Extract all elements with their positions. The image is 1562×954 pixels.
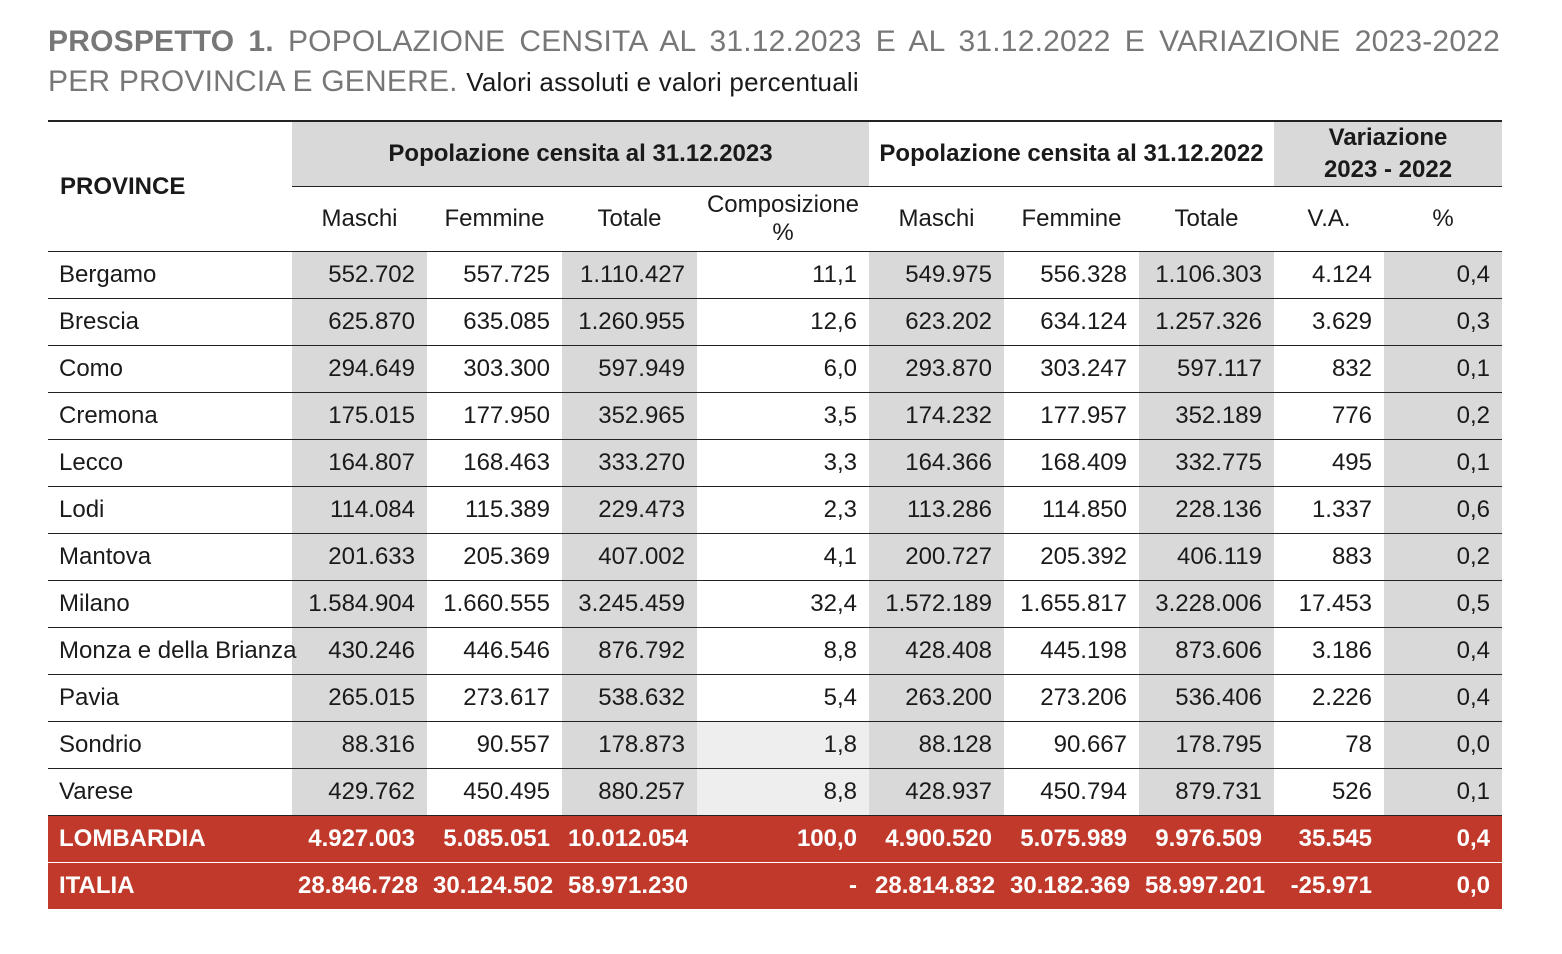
- cell-pct: 0,2: [1384, 393, 1502, 440]
- header-pct: %: [1384, 187, 1502, 252]
- cell-totale-2023: 1.110.427: [562, 252, 697, 299]
- header-group-2023: Popolazione censita al 31.12.2023: [292, 121, 869, 187]
- table-row: [48, 581, 1502, 628]
- cell-maschi-2022: 428.937: [869, 769, 1004, 816]
- cell-femmine-2022: 634.124: [1004, 299, 1139, 346]
- cell-composizione: 2,3: [697, 487, 869, 534]
- cell-composizione: 12,6: [697, 299, 869, 346]
- cell-pct: 0,4: [1384, 628, 1502, 675]
- cell-femmine-2023: 635.085: [427, 299, 562, 346]
- cell-composizione: 11,1: [697, 252, 869, 299]
- cell-femmine-2023: 446.546: [427, 628, 562, 675]
- cell-femmine-2022: 168.409: [1004, 440, 1139, 487]
- cell-maschi-2022: 428.408: [869, 628, 1004, 675]
- cell-totale-2022: 406.119: [1139, 534, 1274, 581]
- cell-composizione: 100,0: [697, 816, 869, 863]
- table-row: [48, 534, 1502, 581]
- table-row: [48, 769, 1502, 816]
- cell-femmine-2022: 556.328: [1004, 252, 1139, 299]
- cell-maschi-2023: 552.702: [292, 252, 427, 299]
- cell-va: 78: [1274, 722, 1384, 769]
- cell-maschi-2022: 28.814.832: [869, 863, 1004, 910]
- cell-femmine-2022: 90.667: [1004, 722, 1139, 769]
- cell-composizione: 32,4: [697, 581, 869, 628]
- cell-va: -25.971: [1274, 863, 1384, 910]
- cell-pct: 0,2: [1384, 534, 1502, 581]
- cell-province: Varese: [48, 769, 292, 816]
- cell-province: ITALIA: [48, 863, 292, 910]
- header-variation-line1: Variazione: [1328, 124, 1448, 151]
- cell-totale-2023: 407.002: [562, 534, 697, 581]
- cell-maschi-2023: 201.633: [292, 534, 427, 581]
- cell-province: Como: [48, 346, 292, 393]
- cell-province: Bergamo: [48, 252, 292, 299]
- cell-province: Brescia: [48, 299, 292, 346]
- cell-totale-2022: 9.976.509: [1139, 816, 1274, 863]
- cell-province: Lodi: [48, 487, 292, 534]
- table-row: [48, 675, 1502, 722]
- cell-va: 1.337: [1274, 487, 1384, 534]
- cell-femmine-2022: 450.794: [1004, 769, 1139, 816]
- cell-femmine-2022: 273.206: [1004, 675, 1139, 722]
- header-femmine-2023: Femmine: [427, 187, 562, 252]
- cell-va: 3.186: [1274, 628, 1384, 675]
- population-table: [48, 120, 1502, 910]
- cell-totale-2022: 1.106.303: [1139, 252, 1274, 299]
- cell-maschi-2023: 28.846.728: [292, 863, 427, 910]
- cell-femmine-2022: 1.655.817: [1004, 581, 1139, 628]
- cell-maschi-2023: 625.870: [292, 299, 427, 346]
- cell-femmine-2023: 303.300: [427, 346, 562, 393]
- cell-maschi-2022: 623.202: [869, 299, 1004, 346]
- cell-maschi-2022: 113.286: [869, 487, 1004, 534]
- cell-province: Mantova: [48, 534, 292, 581]
- cell-totale-2023: 333.270: [562, 440, 697, 487]
- cell-va: 3.629: [1274, 299, 1384, 346]
- cell-femmine-2023: 205.369: [427, 534, 562, 581]
- cell-va: 883: [1274, 534, 1384, 581]
- cell-maschi-2023: 429.762: [292, 769, 427, 816]
- cell-va: 17.453: [1274, 581, 1384, 628]
- cell-va: 35.545: [1274, 816, 1384, 863]
- cell-composizione: 6,0: [697, 346, 869, 393]
- header-group-2022: Popolazione censita al 31.12.2022: [869, 121, 1274, 187]
- header-femmine-2022: Femmine: [1004, 187, 1139, 252]
- cell-maschi-2023: 175.015: [292, 393, 427, 440]
- cell-maschi-2023: 294.649: [292, 346, 427, 393]
- cell-pct: 0,3: [1384, 299, 1502, 346]
- header-maschi-2022: Maschi: [869, 187, 1004, 252]
- header-va: V.A.: [1274, 187, 1384, 252]
- cell-pct: 0,1: [1384, 346, 1502, 393]
- table-body: [48, 252, 1502, 910]
- cell-province: Lecco: [48, 440, 292, 487]
- cell-va: 832: [1274, 346, 1384, 393]
- cell-totale-2022: 352.189: [1139, 393, 1274, 440]
- cell-femmine-2022: 5.075.989: [1004, 816, 1139, 863]
- cell-maschi-2022: 293.870: [869, 346, 1004, 393]
- cell-va: 2.226: [1274, 675, 1384, 722]
- cell-province: Sondrio: [48, 722, 292, 769]
- cell-maschi-2023: 164.807: [292, 440, 427, 487]
- cell-femmine-2022: 303.247: [1004, 346, 1139, 393]
- cell-totale-2022: 1.257.326: [1139, 299, 1274, 346]
- cell-femmine-2022: 177.957: [1004, 393, 1139, 440]
- table-row: [48, 628, 1502, 675]
- cell-province: Milano: [48, 581, 292, 628]
- cell-femmine-2022: 445.198: [1004, 628, 1139, 675]
- cell-maschi-2023: 114.084: [292, 487, 427, 534]
- cell-totale-2023: 880.257: [562, 769, 697, 816]
- cell-femmine-2023: 177.950: [427, 393, 562, 440]
- cell-totale-2023: 876.792: [562, 628, 697, 675]
- cell-pct: 0,4: [1384, 816, 1502, 863]
- table-row: [48, 346, 1502, 393]
- cell-totale-2022: 873.606: [1139, 628, 1274, 675]
- cell-maschi-2022: 174.232: [869, 393, 1004, 440]
- cell-maschi-2022: 200.727: [869, 534, 1004, 581]
- cell-maschi-2022: 88.128: [869, 722, 1004, 769]
- total-row-lombardia: [48, 816, 1502, 863]
- cell-maschi-2022: 263.200: [869, 675, 1004, 722]
- cell-composizione: 3,3: [697, 440, 869, 487]
- cell-femmine-2023: 30.124.502: [427, 863, 562, 910]
- cell-maschi-2022: 4.900.520: [869, 816, 1004, 863]
- header-maschi-2023: Maschi: [292, 187, 427, 252]
- cell-femmine-2022: 114.850: [1004, 487, 1139, 534]
- cell-pct: 0,4: [1384, 252, 1502, 299]
- caption-lead: PROSPETTO 1.: [48, 25, 274, 58]
- caption-main: POPOLAZIONE CENSITA AL 31.12.2023 E AL 31.12.2022 E VARIAZIONE 2023-2022 PER PROVINCIA E GENERE.: [48, 25, 1500, 98]
- caption-sub: Valori assoluti e valori percentuali: [466, 67, 859, 97]
- cell-pct: 0,1: [1384, 769, 1502, 816]
- header-totale-2022: Totale: [1139, 187, 1274, 252]
- cell-province: Cremona: [48, 393, 292, 440]
- cell-composizione: 8,8: [697, 628, 869, 675]
- cell-composizione: -: [697, 863, 869, 910]
- cell-femmine-2022: 205.392: [1004, 534, 1139, 581]
- cell-totale-2023: 1.260.955: [562, 299, 697, 346]
- cell-femmine-2023: 115.389: [427, 487, 562, 534]
- cell-femmine-2023: 450.495: [427, 769, 562, 816]
- table-row: [48, 487, 1502, 534]
- cell-composizione: 4,1: [697, 534, 869, 581]
- cell-totale-2022: 58.997.201: [1139, 863, 1274, 910]
- cell-totale-2022: 536.406: [1139, 675, 1274, 722]
- cell-pct: 0,5: [1384, 581, 1502, 628]
- cell-maschi-2022: 164.366: [869, 440, 1004, 487]
- cell-maschi-2023: 1.584.904: [292, 581, 427, 628]
- cell-totale-2023: 538.632: [562, 675, 697, 722]
- cell-composizione: 5,4: [697, 675, 869, 722]
- cell-composizione: 8,8: [697, 769, 869, 816]
- cell-va: 495: [1274, 440, 1384, 487]
- cell-maschi-2023: 265.015: [292, 675, 427, 722]
- cell-femmine-2023: 5.085.051: [427, 816, 562, 863]
- cell-maschi-2023: 88.316: [292, 722, 427, 769]
- cell-maschi-2022: 549.975: [869, 252, 1004, 299]
- cell-totale-2022: 332.775: [1139, 440, 1274, 487]
- cell-totale-2023: 229.473: [562, 487, 697, 534]
- table-row: [48, 722, 1502, 769]
- header-composizione-line2: %: [772, 219, 794, 246]
- cell-pct: 0,0: [1384, 863, 1502, 910]
- cell-maschi-2022: 1.572.189: [869, 581, 1004, 628]
- header-variation-line2: 2023 - 2022: [1323, 156, 1453, 183]
- cell-femmine-2023: 90.557: [427, 722, 562, 769]
- cell-totale-2023: 597.949: [562, 346, 697, 393]
- cell-province: LOMBARDIA: [48, 816, 292, 863]
- header-composizione-line1: Composizione: [706, 191, 860, 218]
- cell-totale-2023: 352.965: [562, 393, 697, 440]
- cell-totale-2022: 228.136: [1139, 487, 1274, 534]
- cell-femmine-2022: 30.182.369: [1004, 863, 1139, 910]
- table-row: [48, 393, 1502, 440]
- cell-totale-2022: 597.117: [1139, 346, 1274, 393]
- cell-pct: 0,6: [1384, 487, 1502, 534]
- cell-va: 776: [1274, 393, 1384, 440]
- cell-totale-2022: 178.795: [1139, 722, 1274, 769]
- cell-va: 4.124: [1274, 252, 1384, 299]
- cell-totale-2022: 879.731: [1139, 769, 1274, 816]
- cell-femmine-2023: 273.617: [427, 675, 562, 722]
- cell-province: Monza e della Brianza: [48, 628, 292, 675]
- cell-composizione: 1,8: [697, 722, 869, 769]
- cell-pct: 0,0: [1384, 722, 1502, 769]
- cell-femmine-2023: 168.463: [427, 440, 562, 487]
- cell-maschi-2023: 430.246: [292, 628, 427, 675]
- cell-province: Pavia: [48, 675, 292, 722]
- table-row: [48, 299, 1502, 346]
- cell-femmine-2023: 557.725: [427, 252, 562, 299]
- header-province: PROVINCE: [48, 121, 292, 252]
- header-group-variation: [1274, 121, 1502, 187]
- cell-totale-2023: 58.971.230: [562, 863, 697, 910]
- cell-maschi-2023: 4.927.003: [292, 816, 427, 863]
- cell-composizione: 3,5: [697, 393, 869, 440]
- header-composizione: [697, 187, 869, 252]
- table-row: [48, 252, 1502, 299]
- header-totale-2023: Totale: [562, 187, 697, 252]
- total-row-italia: [48, 863, 1502, 910]
- cell-totale-2023: 3.245.459: [562, 581, 697, 628]
- cell-totale-2023: 178.873: [562, 722, 697, 769]
- cell-pct: 0,1: [1384, 440, 1502, 487]
- cell-totale-2022: 3.228.006: [1139, 581, 1274, 628]
- table-row: [48, 440, 1502, 487]
- table-caption: [48, 22, 1500, 102]
- cell-pct: 0,4: [1384, 675, 1502, 722]
- cell-femmine-2023: 1.660.555: [427, 581, 562, 628]
- cell-va: 526: [1274, 769, 1384, 816]
- cell-totale-2023: 10.012.054: [562, 816, 697, 863]
